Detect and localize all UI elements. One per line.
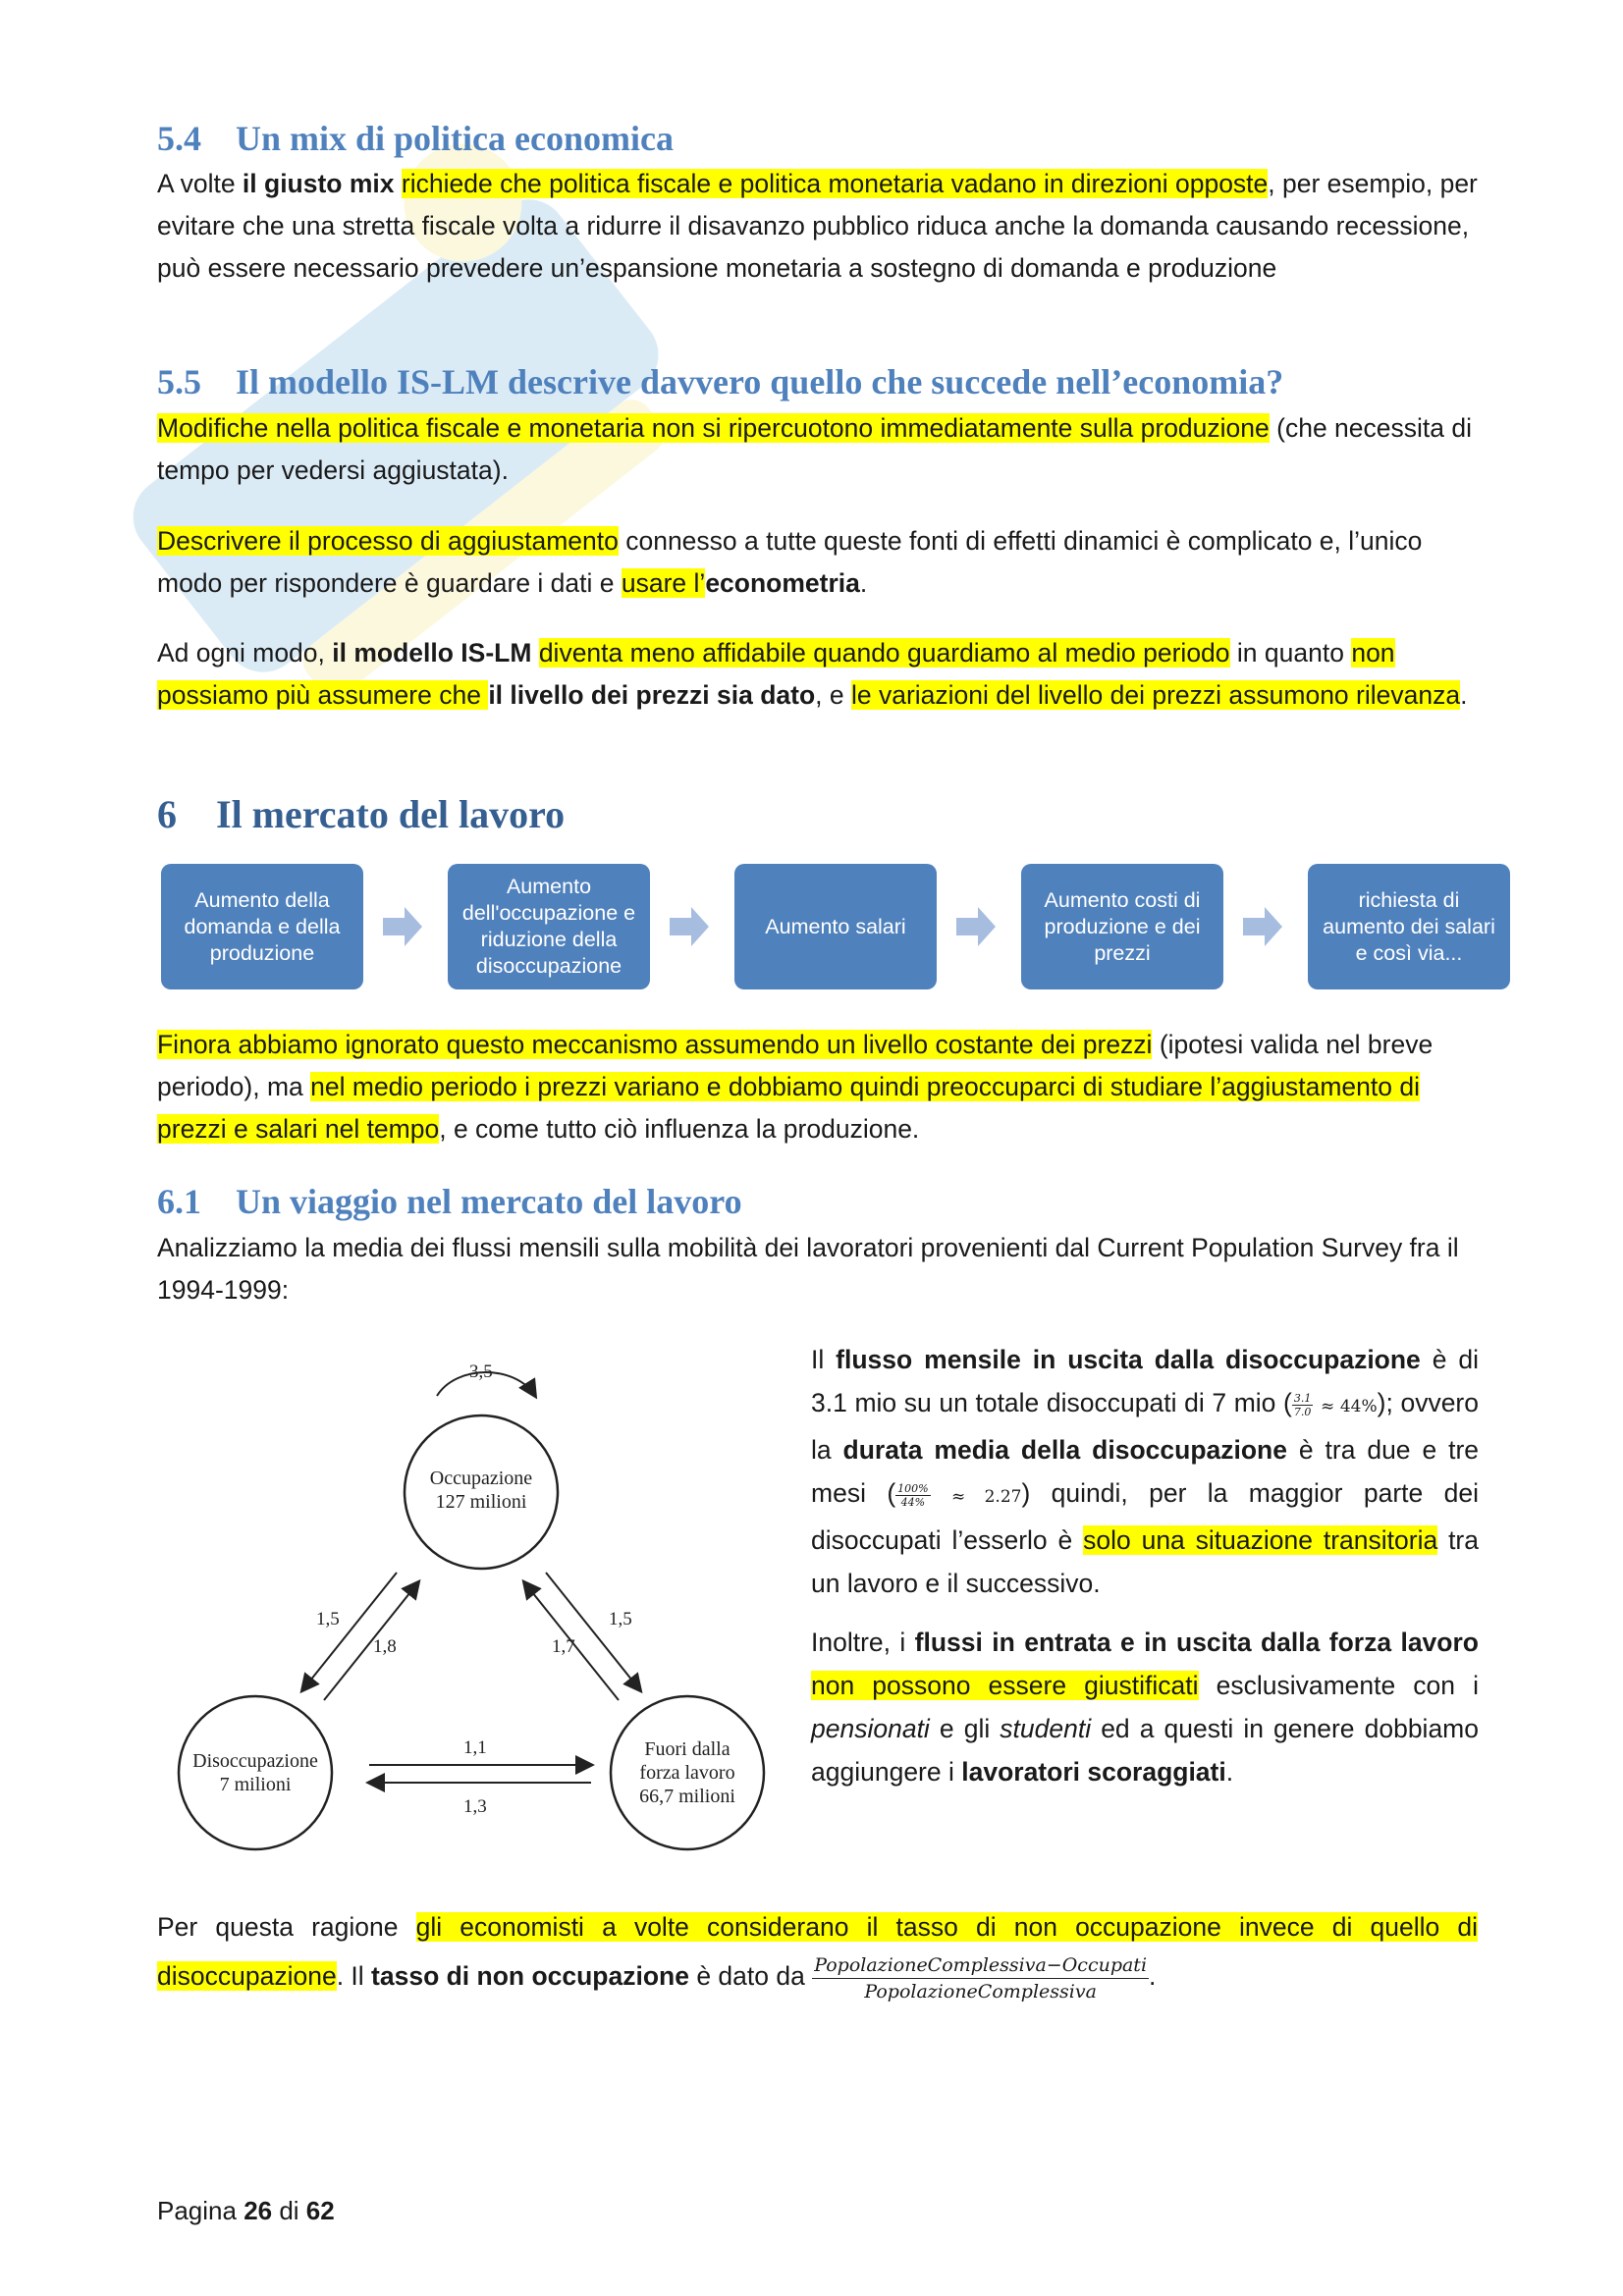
node-disoccupazione (179, 1696, 332, 1849)
flow-dis-to-fuori: 1,1 (463, 1737, 487, 1758)
flow-step-1: Aumento della domanda e della produzione (161, 864, 363, 989)
highlighted-text: richiede che politica fiscale e politica monetaria vadano in direzioni opposte (401, 169, 1269, 198)
flow-step-5: richiesta di aumento dei salari e così via... (1308, 864, 1510, 989)
chapter-title: Il mercato del lavoro (216, 792, 566, 836)
fraction-share (1292, 1392, 1314, 1418)
text-run: connesso a tutte queste fonti di effetti dinamici è complicato e, l’unico modo per rispondere è guardare i dati e (157, 526, 1423, 598)
text-run: è di 3.1 mio su un totale disoccupati di 7 mio ( (811, 1345, 1479, 1417)
highlighted-text: gli economisti a volte considerano il tasso di non occupazione invece di quello di disoccupazione (157, 1912, 1478, 1991)
section-title: Il modello IS-LM descrive davvero quello che succede nell’economia? (236, 362, 1284, 401)
text-run: (ipotesi valida nel breve periodo), ma (157, 1030, 1434, 1101)
section-heading-5-4 (157, 118, 674, 159)
flow-arrow-icon (1241, 905, 1284, 948)
text-run: ed a questi in genere dobbiamo aggiungere i (811, 1714, 1479, 1787)
text-run: . Il (336, 1961, 372, 1991)
labour-flows-diagram (167, 1345, 795, 1855)
text-run: (che necessita di tempo per vedersi aggiustata). (157, 413, 1472, 485)
paragraph-islm-2 (157, 520, 1478, 605)
text-run: , per esempio, per evitare che una stretta fiscale volta a ridurre il disavanzo pubblico riduca anche la domanda causando recessione, può essere necessario prevedere un’espansione monetaria a sostegno di domanda e produzione (157, 169, 1478, 283)
text-run: . (859, 568, 868, 598)
bold-text: econometria (705, 568, 860, 598)
flow-arrow-icon (954, 905, 998, 948)
bold-text: flussi in entrata e in uscita dalla forza lavoro (914, 1628, 1479, 1657)
fraction-numerator: PopolazioneComplessiva−Occupati (812, 1952, 1149, 1979)
highlighted-text: Modifiche nella politica fiscale e monetaria non si ripercuotono immediatamente sulla produzione (157, 413, 1270, 443)
text-run: . (1460, 680, 1468, 710)
text-run: esclusivamente con i (1198, 1671, 1479, 1700)
arrow-dis-to-occ (324, 1582, 418, 1700)
bold-text: il giusto mix (242, 169, 395, 198)
page-total: 62 (305, 2196, 335, 2225)
text-run: A volte (157, 169, 243, 198)
flow-step-3: Aumento salari (734, 864, 937, 989)
highlighted-text: le variazioni del livello dei prezzi assumono rilevanza (850, 680, 1461, 710)
flow-step-2: Aumento dell'occupazione e riduzione della disoccupazione (448, 864, 650, 989)
text-run: , e come tutto ciò influenza la produzione. (439, 1114, 920, 1144)
node-fuori-label-1: Fuori dalla (644, 1738, 730, 1760)
text-run: e gli (929, 1714, 1001, 1743)
fraction-denominator: 7.0 (1293, 1405, 1312, 1418)
flow-fuori-to-occ: 1,7 (552, 1636, 575, 1657)
text-run: , e (815, 680, 851, 710)
arrow-occ-to-fuori (546, 1573, 640, 1690)
node-occupazione-value: 127 milioni (435, 1491, 527, 1513)
chapter-heading-6 (157, 791, 565, 837)
highlighted-text: non possono essere giustificati (811, 1671, 1199, 1700)
text-run: ) quindi, per la maggior parte dei disoccupati l’esserlo è (811, 1478, 1479, 1555)
page-number: 26 (243, 2196, 273, 2225)
text-run: è dato da (688, 1961, 813, 1991)
bold-text: il modello IS-LM (332, 638, 532, 667)
approx-value: ≈ 2.27 (950, 1487, 1022, 1507)
flow-arrow-icon (381, 905, 424, 948)
bold-text: tasso di non occupazione (371, 1961, 689, 1991)
section-title: Un mix di politica economica (236, 119, 674, 158)
bold-text: flusso mensile in uscita dalla disoccupazione (836, 1345, 1421, 1374)
highlighted-text: non possiamo più assumere che (157, 638, 1395, 710)
loop-value: 3,5 (469, 1362, 493, 1382)
text-run: . (1149, 1961, 1157, 1991)
paragraph-islm-1 (157, 407, 1478, 492)
fraction-numerator: 100% (897, 1481, 929, 1495)
fraction-tasso-non-occupazione (812, 1952, 1149, 2004)
section-title: Un viaggio nel mercato del lavoro (236, 1182, 742, 1221)
highlighted-text: diventa meno affidabile quando guardiamo al medio periodo (538, 638, 1230, 667)
highlighted-text: Finora abbiamo ignorato questo meccanismo assumendo un livello costante dei prezzi (157, 1030, 1153, 1059)
italic-text: studenti (1000, 1714, 1092, 1743)
page-footer (157, 2196, 335, 2226)
bold-text: lavoratori scoraggiati (961, 1757, 1226, 1787)
flow-fuori-to-dis: 1,3 (463, 1796, 487, 1817)
node-disoccupazione-value: 7 milioni (219, 1774, 292, 1795)
text-run (531, 638, 538, 667)
text-run: Ad ogni modo, (157, 638, 333, 667)
approx-value: ≈ 44% (1320, 1397, 1378, 1416)
section-number: 5.4 (157, 119, 201, 158)
section-heading-5-5 (157, 361, 1283, 402)
text-run: è tra due e tre mesi ( (811, 1435, 1480, 1508)
paragraph-intro-6-1: Analizziamo la media dei flussi mensili sulla mobilità dei lavoratori provenienti dal Current Population Survey fra il 1994-1999: (157, 1233, 1459, 1305)
text-run: in quanto (1229, 638, 1352, 667)
flow-step-4: Aumento costi di produzione e dei prezzi (1021, 864, 1223, 989)
node-disoccupazione-label: Disoccupazione (192, 1750, 318, 1772)
section-number: 5.5 (157, 362, 201, 401)
node-fuori-value: 66,7 milioni (639, 1786, 735, 1807)
text-run: Per questa ragione (157, 1912, 416, 1942)
paragraph-flussi-2 (811, 1621, 1479, 1793)
text-run: ); ovvero la (811, 1388, 1479, 1465)
node-fuori-label-2: forza lavoro (639, 1762, 735, 1784)
paragraph-flussi-1 (811, 1338, 1479, 1605)
section-number: 6.1 (157, 1182, 201, 1221)
bold-text: durata media della disoccupazione (842, 1435, 1287, 1465)
text-run: Il (811, 1345, 837, 1374)
highlighted-text: Descrivere il processo di aggiustamento (157, 526, 619, 556)
flow-occ-to-fuori: 1,5 (609, 1609, 632, 1629)
paragraph-non-occupazione (157, 1902, 1478, 2004)
fraction-denominator: 44% (900, 1495, 926, 1509)
arrow-occ-to-dis (302, 1573, 397, 1690)
footer-text: Pagina (157, 2196, 244, 2225)
bold-text: il livello dei prezzi sia dato (488, 680, 816, 710)
paragraph-lavoro (157, 1024, 1478, 1150)
highlighted-text: usare l’ (621, 568, 706, 598)
node-occupazione-label: Occupazione (429, 1468, 533, 1489)
italic-text: pensionati (811, 1714, 930, 1743)
flow-occ-to-dis: 1,5 (316, 1609, 340, 1629)
fraction-numerator: 3.1 (1293, 1391, 1312, 1405)
footer-text: di (272, 2196, 306, 2225)
section-heading-6-1 (157, 1181, 742, 1222)
text-run (395, 169, 402, 198)
text-run: tra un lavoro e il successivo. (811, 1525, 1479, 1598)
highlighted-text: solo una situazione transitoria (1083, 1525, 1438, 1555)
paragraph-mix (157, 163, 1478, 290)
process-flow-diagram (157, 864, 1507, 991)
flow-dis-to-occ: 1,8 (373, 1636, 397, 1657)
flow-arrow-icon (668, 905, 711, 948)
text-run: . (1225, 1757, 1234, 1787)
paragraph-islm-3 (157, 632, 1478, 717)
fraction-denominator: PopolazioneComplessiva (864, 1980, 1097, 2002)
text-run: Inoltre, i (811, 1628, 915, 1657)
fraction-duration (895, 1482, 930, 1509)
chapter-number: 6 (157, 792, 177, 836)
highlighted-text: nel medio periodo i prezzi variano e dobbiamo quindi preoccuparci di studiare l’aggiustamento di prezzi e salari nel tempo (157, 1072, 1421, 1144)
